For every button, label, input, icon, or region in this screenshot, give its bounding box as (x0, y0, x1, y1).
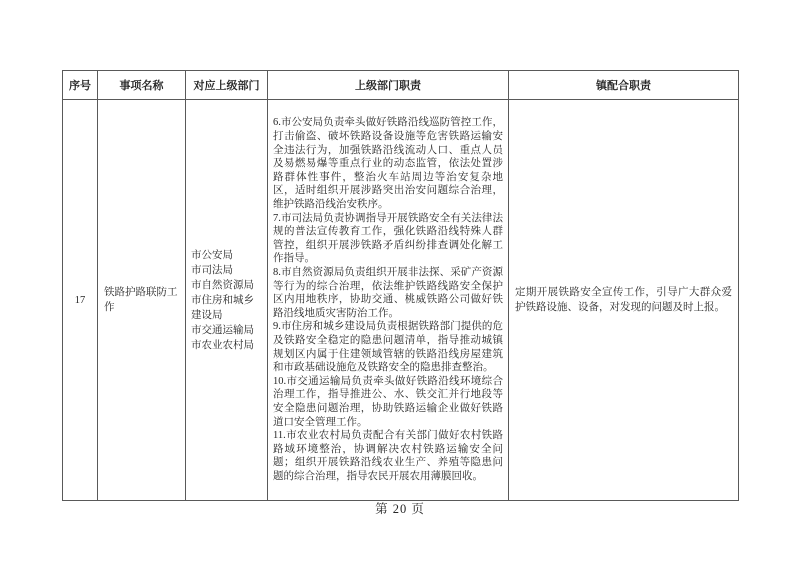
list-item: 市司法局 (191, 264, 233, 276)
cell-departments-list (186, 100, 268, 501)
list-item: 市农业农村局 (191, 339, 254, 351)
cell-serial-number: 17 (63, 100, 98, 501)
list-item: 市交通运输局 (191, 324, 254, 336)
list-item: 9.市住房和城乡建设局负责根据铁路部门提供的危及铁路安全稳定的隐患问题清单，指导推动城镇规划区内属于住建领域管辖的铁路沿线房屋建筑和市政基础设施危及铁路安全的隐患排查整治。 (273, 321, 503, 374)
list-item: 6.市公安局负责牵头做好铁路沿线巡防管控工作，打击偷盗、破坏铁路设备设施等危害铁路运输安全违法行为，加强铁路沿线流动人口、重点人员及易燃易爆等重点行业的动态监管，依法处置涉路群体性事件，整治火车站周边等治安复杂地区，适时组织开展涉路突出治安问题综合治理，维护铁路沿线治安秩序。 (273, 117, 503, 211)
table-row (63, 100, 739, 501)
list-item: 市自然资源局 (191, 279, 254, 291)
list-item: 11.市农业农村局负责配合有关部门做好农村铁路路域环境整治，协调解决农村铁路运输安全问题；组织开展铁路沿线农业生产、养殖等隐患问题的综合治理，指导农民开展农用薄膜回收。 (273, 430, 503, 482)
header-superior-duties: 上级部门职责 (268, 71, 509, 100)
header-serial-number: 序号 (63, 71, 98, 100)
list-item: 10.市交通运输局负责牵头做好铁路沿线环境综合治理工作，指导推进公、水、铁交汇并行地段等安全隐患问题治理，协助铁路运输企业做好铁路道口安全管理工作。 (273, 375, 503, 428)
list-item: 7.市司法局负责协调指导开展铁路安全有关法律法规的普法宣传教育工作，强化铁路沿线特殊人群管控，组织开展涉铁路矛盾纠纷排查调处化解工作指导。 (273, 212, 503, 265)
list-item: 8.市自然资源局负责组织开展非法探、采矿产资源等行为的综合治理，依法维护铁路线路安全保护区内用地秩序，协助交通、桃威铁路公司做好铁路沿线地质灾害防治工作。 (273, 267, 503, 319)
header-superior-department: 对应上级部门 (186, 71, 268, 100)
table-header-row (63, 71, 739, 100)
cell-item-name: 铁路护路联防工作 (98, 100, 186, 501)
header-item-name: 事项名称 (98, 71, 186, 100)
list-item: 市公安局 (191, 249, 233, 261)
page-number-footer: 第 20 页 (375, 502, 425, 516)
cell-superior-duties (268, 100, 509, 501)
cell-town-cooperation-duty: 定期开展铁路安全宣传工作，引导广大群众爱护铁路设施、设备，对发现的问题及时上报。 (509, 100, 739, 501)
header-town-cooperation-duties: 镇配合职责 (509, 71, 739, 100)
duties-table (62, 70, 739, 501)
list-item: 市住房和城乡建设局 (191, 294, 254, 321)
